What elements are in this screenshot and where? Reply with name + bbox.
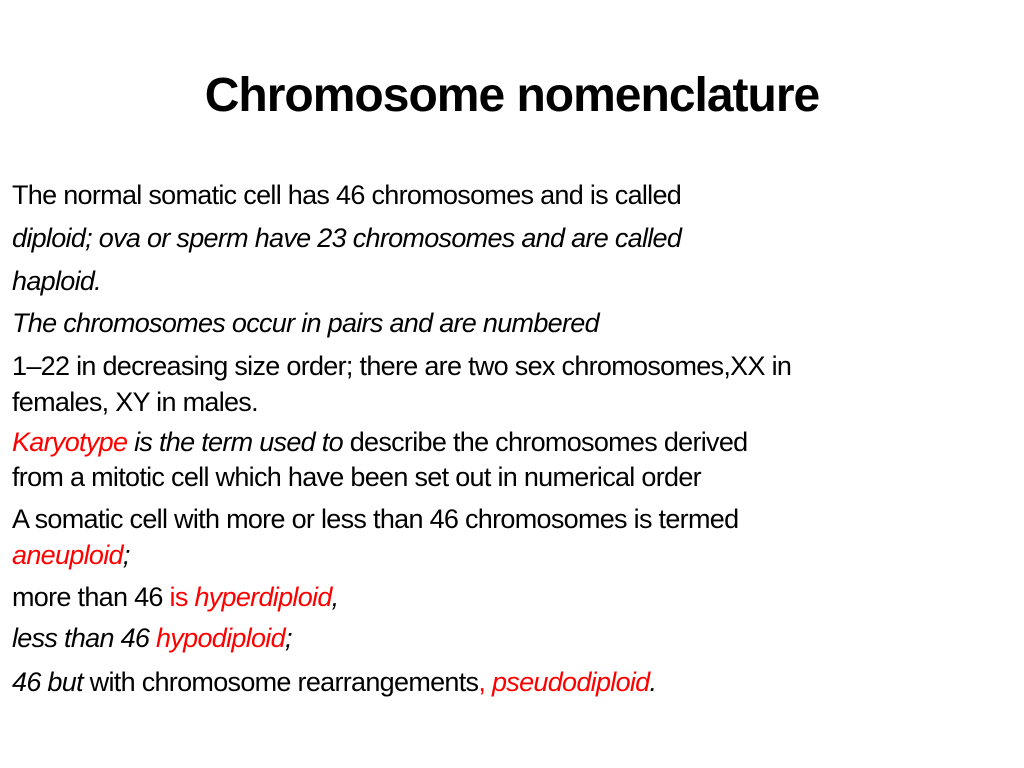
text: A somatic cell with more or less than 46 chromosomes is termed [12, 504, 739, 534]
text: is the term used to [127, 427, 343, 457]
term-karyotype: Karyotype [12, 427, 128, 457]
term-pseudodiploid: pseudodiploid [485, 667, 650, 697]
body-line [12, 503, 738, 535]
body-line [12, 539, 130, 571]
body-line [12, 666, 656, 698]
body-line [12, 307, 599, 339]
text: The normal somatic cell has 46 chromosomes and is called [12, 180, 682, 210]
body-line [12, 461, 701, 493]
body-line [12, 222, 681, 254]
text: ; [284, 623, 292, 653]
text: , [478, 667, 486, 697]
body-line [12, 265, 101, 297]
slide-title: Chromosome nomenclature [204, 69, 820, 122]
body-line [12, 622, 292, 654]
term-hypodiploid: hypodiploid [156, 623, 285, 653]
text: 1–22 in decreasing size order; there are two sex chromosomes,XX in [12, 351, 792, 381]
text: ; [122, 540, 130, 570]
body-line [12, 350, 791, 382]
text: . [649, 667, 657, 697]
text: diploid; ova or sperm have 23 chromosomes and are called [12, 223, 682, 253]
body-line [12, 179, 681, 211]
text: , [331, 582, 339, 612]
term-hyperdiploid: hyperdiploid [194, 582, 332, 612]
text: with chromosome rearrangements [82, 667, 479, 697]
text: 46 but [12, 667, 83, 697]
body-line [12, 386, 258, 418]
text: haploid. [12, 266, 101, 296]
text: describe the chromosomes derived [342, 427, 748, 457]
text: less than 46 [12, 623, 157, 653]
text: more than 46 [12, 582, 170, 612]
text: from a mitotic cell which have been set out in numerical order [12, 462, 701, 492]
text: The chromosomes occur in pairs and are numbered [12, 308, 599, 338]
text: is [169, 582, 188, 612]
body-line [12, 426, 748, 458]
text: females, XY in males. [12, 387, 258, 417]
body-line [12, 581, 338, 613]
term-aneuploid: aneuploid [12, 540, 123, 570]
